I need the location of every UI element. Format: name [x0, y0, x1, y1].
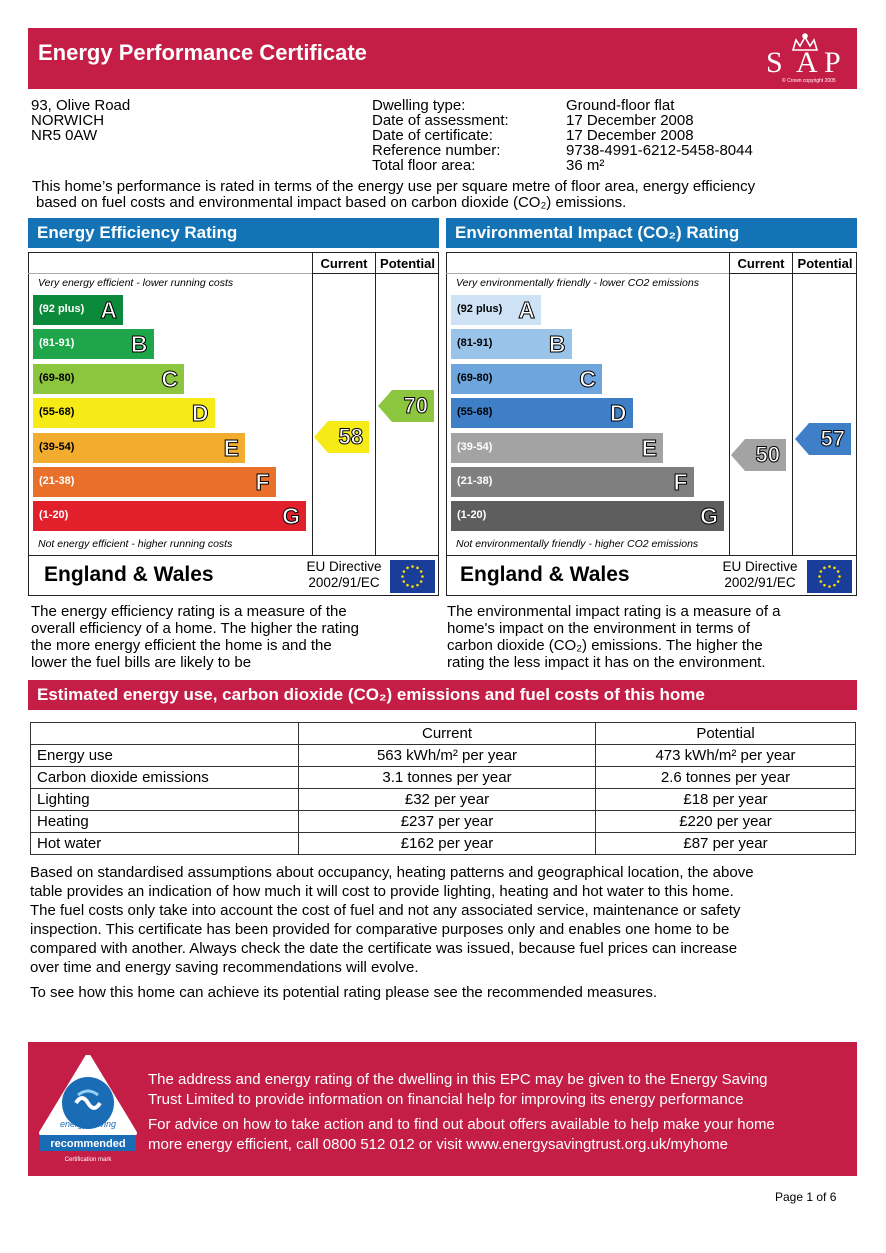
address-line: NORWICH	[31, 112, 105, 129]
eu-star	[833, 567, 836, 570]
description-line: The environmental impact rating is a measure of a	[447, 603, 781, 620]
badge-caption: Certification mark	[64, 1157, 112, 1163]
col-current: Current	[299, 723, 596, 745]
description-line: The energy efficiency rating is a measure of the	[31, 603, 347, 620]
potential-rating-arrow-value: 57	[820, 426, 845, 452]
table-row	[31, 811, 856, 833]
details-labels	[372, 98, 509, 173]
divider	[729, 252, 730, 555]
description-line: the more energy efficient the home is and the	[31, 637, 332, 654]
band-letter: A	[100, 297, 117, 323]
divider	[446, 273, 729, 274]
footer-line: Trust Limited to provide information on financial help for improving its energy performance	[148, 1091, 744, 1108]
region-label: England & Wales	[44, 563, 214, 586]
address-block	[31, 98, 130, 143]
costs-heading: Estimated energy use, carbon dioxide (CO₂) emissions and fuel costs of this home	[37, 685, 705, 704]
eu-star	[833, 584, 836, 587]
current-rating-arrow-value: 50	[755, 442, 780, 468]
footer-line: For advice on how to take action and to find out about offers available to help make your home	[148, 1116, 775, 1133]
band-letter: C	[579, 365, 596, 392]
eu-star	[420, 570, 423, 573]
table-row	[31, 833, 856, 855]
eu-star	[401, 575, 404, 578]
paragraph-line: over time and energy saving recommendations will evolve.	[30, 959, 419, 976]
row-label: Energy use	[31, 745, 299, 767]
potential-rating-arrow-value: 70	[403, 393, 428, 419]
costs-heading-bar	[28, 680, 857, 710]
intro-line: This home’s performance is rated in terms of the energy use per square metre of floor area, energy efficiency	[32, 178, 756, 195]
detail-value: 17 December 2008	[566, 112, 694, 129]
paragraph-line: inspection. This certificate has been provided for comparative purposes only and enables one home to be	[30, 921, 730, 938]
potential-rating-arrow	[795, 423, 851, 455]
detail-label: Dwelling type:	[372, 97, 466, 114]
rating-band-d	[451, 398, 633, 428]
eu-directive-line: 2002/91/EC	[724, 575, 796, 590]
band-letter: A	[518, 297, 535, 323]
rating-band-e	[33, 433, 245, 463]
badge-label: recommended	[50, 1138, 126, 1150]
row-label: Hot water	[31, 833, 299, 855]
top-note: Very energy efficient - lower running costs	[38, 277, 234, 289]
current-value: £162 per year	[299, 833, 596, 855]
table-row	[31, 767, 856, 789]
eu-star	[403, 580, 406, 583]
band-letter: C	[161, 365, 178, 392]
band-letter: F	[673, 469, 688, 495]
efficiency-heading: Energy Efficiency Rating	[37, 223, 238, 242]
rating-band-c	[451, 364, 602, 394]
recommend-line: To see how this home can achieve its potential rating please see the recommended measures.	[30, 984, 658, 1001]
sap-letter-p: P	[824, 46, 841, 79]
eu-star	[837, 580, 840, 583]
band-range: (92 plus)	[457, 303, 503, 315]
address-line: NR5 0AW	[31, 127, 98, 144]
band-range: (39-54)	[39, 440, 75, 453]
eu-directive-line: EU Directive	[306, 559, 382, 574]
table-row	[31, 789, 856, 811]
detail-value: 17 December 2008	[566, 127, 694, 144]
rating-band-a	[33, 295, 123, 325]
col-potential: Potential	[596, 723, 856, 745]
col-potential: Potential	[797, 256, 853, 271]
eu-directive-line: 2002/91/EC	[308, 575, 380, 590]
potential-value: £18 per year	[596, 789, 856, 811]
detail-label: Date of certificate:	[372, 127, 493, 144]
band-letter: E	[641, 434, 657, 461]
description-line: lower the fuel bills are likely to be	[31, 654, 252, 671]
intro-text	[32, 179, 852, 211]
bottom-note: Not energy efficient - higher running costs	[38, 538, 233, 550]
details-values	[566, 98, 753, 173]
divider	[446, 555, 857, 556]
page-number: Page 1 of 6	[775, 1190, 837, 1204]
current-value: 3.1 tonnes per year	[299, 767, 596, 789]
band-letter: D	[191, 400, 209, 427]
bottom-note: Not environmentally friendly - higher CO2 emissions	[456, 538, 699, 550]
eu-star	[818, 575, 821, 578]
divider	[28, 555, 439, 556]
intro-line: based on fuel costs and environmental impact based on carbon dioxide (CO₂) emissions.	[36, 194, 627, 211]
band-letter: E	[223, 434, 239, 461]
eu-star	[823, 567, 826, 570]
environment-heading: Environmental Impact (CO₂) Rating	[455, 223, 740, 242]
potential-value: £220 per year	[596, 811, 856, 833]
region-label: England & Wales	[460, 563, 630, 586]
row-label: Carbon dioxide emissions	[31, 767, 299, 789]
eu-star	[838, 575, 841, 578]
page-title: Energy Performance Certificate	[38, 40, 367, 65]
current-value: 563 kWh/m² per year	[299, 745, 596, 767]
table-cell	[31, 723, 299, 745]
band-letter: G	[700, 503, 718, 530]
band-letter: G	[282, 503, 300, 530]
detail-label: Date of assessment:	[372, 112, 509, 129]
rating-band-g	[451, 501, 724, 531]
potential-value: 2.6 tonnes per year	[596, 767, 856, 789]
band-letter: B	[130, 331, 148, 358]
divider	[375, 252, 376, 555]
band-range: (55-68)	[39, 406, 75, 419]
divider	[729, 273, 857, 274]
band-range: (69-80)	[39, 371, 75, 384]
address-line: 93, Olive Road	[31, 97, 131, 114]
rating-band-f	[33, 467, 276, 497]
band-range: (81-91)	[457, 337, 493, 350]
eu-star	[406, 584, 409, 587]
eu-star	[828, 565, 831, 568]
band-range: (55-68)	[457, 406, 493, 419]
divider	[312, 273, 439, 274]
paragraph-line: The fuel costs only take into account the cost of fuel and not any associated service, maintenance or safety	[30, 902, 741, 919]
eu-directive-line: EU Directive	[722, 559, 798, 574]
band-range: (1-20)	[39, 509, 69, 522]
band-letter: F	[255, 469, 270, 495]
potential-rating-arrow	[378, 390, 434, 422]
rating-band-g	[33, 501, 306, 531]
description-line: carbon dioxide (CO₂) emissions. The higher the	[447, 637, 763, 654]
eu-star	[823, 584, 826, 587]
eu-star	[406, 567, 409, 570]
detail-label: Reference number:	[372, 142, 501, 159]
row-label: Lighting	[31, 789, 299, 811]
detail-label: Total floor area:	[372, 157, 476, 174]
environment-description	[447, 603, 781, 671]
paragraph-line: compared with another. Always check the date the certificate was issued, because fuel prices can increase	[30, 940, 738, 957]
sap-logo	[760, 32, 850, 84]
band-range: (21-38)	[39, 475, 75, 487]
eu-star	[828, 585, 831, 588]
eu-star	[416, 584, 419, 587]
table-header-row	[31, 723, 856, 745]
description-line: overall efficiency of a home. The higher the rating	[31, 620, 359, 637]
eu-star	[411, 585, 414, 588]
eu-star	[820, 580, 823, 583]
current-value: £32 per year	[299, 789, 596, 811]
description-line: rating the less impact it has on the environment.	[447, 654, 766, 671]
footer-line: The address and energy rating of the dwelling in this EPC may be given to the Energy Saving	[148, 1071, 768, 1088]
detail-value: 36 m²	[566, 157, 605, 174]
efficiency-heading-bar	[28, 218, 439, 248]
current-rating-arrow	[314, 421, 369, 453]
environment-heading-bar	[446, 218, 857, 248]
rating-band-b	[451, 329, 572, 359]
eu-directive	[300, 559, 388, 591]
energy-saving-recommended-logo	[38, 1055, 138, 1163]
current-rating-arrow	[731, 439, 786, 471]
col-potential: Potential	[380, 256, 435, 271]
paragraph-line: Based on standardised assumptions about occupancy, heating patterns and geographical location, the above	[30, 864, 754, 881]
band-letter: D	[609, 400, 627, 427]
potential-value: 473 kWh/m² per year	[596, 745, 856, 767]
detail-value: Ground-floor flat	[566, 97, 675, 114]
row-label: Heating	[31, 811, 299, 833]
eu-star	[411, 565, 414, 568]
col-current: Current	[320, 256, 368, 271]
paragraph-line: table provides an indication of how much it will cost to provide lighting, heating and hot water to this home.	[30, 883, 734, 900]
detail-value: 9738-4991-6212-5458-8044	[566, 142, 753, 159]
band-letter: B	[548, 331, 566, 358]
badge-top: energy saving	[59, 1119, 117, 1129]
sap-letter-s: S	[766, 46, 783, 79]
table-row	[31, 745, 856, 767]
band-range: (21-38)	[457, 475, 493, 487]
eu-star	[820, 570, 823, 573]
divider	[792, 252, 793, 555]
current-value: £237 per year	[299, 811, 596, 833]
band-range: (1-20)	[457, 509, 487, 522]
eu-star	[403, 570, 406, 573]
eu-star	[416, 567, 419, 570]
description-line: home's impact on the environment in terms of	[447, 620, 751, 637]
rating-band-c	[33, 364, 184, 394]
footer-line: more energy efficient, call 0800 512 012 or visit www.energysavingtrust.org.uk/myhome	[148, 1136, 729, 1153]
band-range: (92 plus)	[39, 303, 85, 315]
rating-band-f	[451, 467, 694, 497]
eu-star	[420, 580, 423, 583]
explanation-paragraph	[30, 863, 858, 977]
rating-band-e	[451, 433, 663, 463]
divider	[312, 252, 313, 555]
eu-flag-icon	[807, 560, 852, 593]
eu-flag-icon	[390, 560, 435, 593]
costs-table	[30, 722, 856, 855]
band-range: (81-91)	[39, 337, 75, 350]
sap-copyright: © Crown copyright 2005	[782, 78, 836, 84]
divider	[28, 273, 312, 274]
potential-value: £87 per year	[596, 833, 856, 855]
eu-directive	[716, 559, 804, 591]
rating-band-a	[451, 295, 541, 325]
band-range: (39-54)	[457, 440, 493, 453]
sap-letter-a: A	[796, 46, 818, 79]
top-note: Very environmentally friendly - lower CO2 emissions	[456, 277, 699, 289]
col-current: Current	[737, 256, 785, 271]
rating-band-d	[33, 398, 215, 428]
eu-star	[837, 570, 840, 573]
current-rating-arrow-value: 58	[338, 423, 363, 449]
rating-band-b	[33, 329, 154, 359]
eu-star	[421, 575, 424, 578]
efficiency-description	[31, 603, 359, 671]
band-range: (69-80)	[457, 371, 493, 384]
